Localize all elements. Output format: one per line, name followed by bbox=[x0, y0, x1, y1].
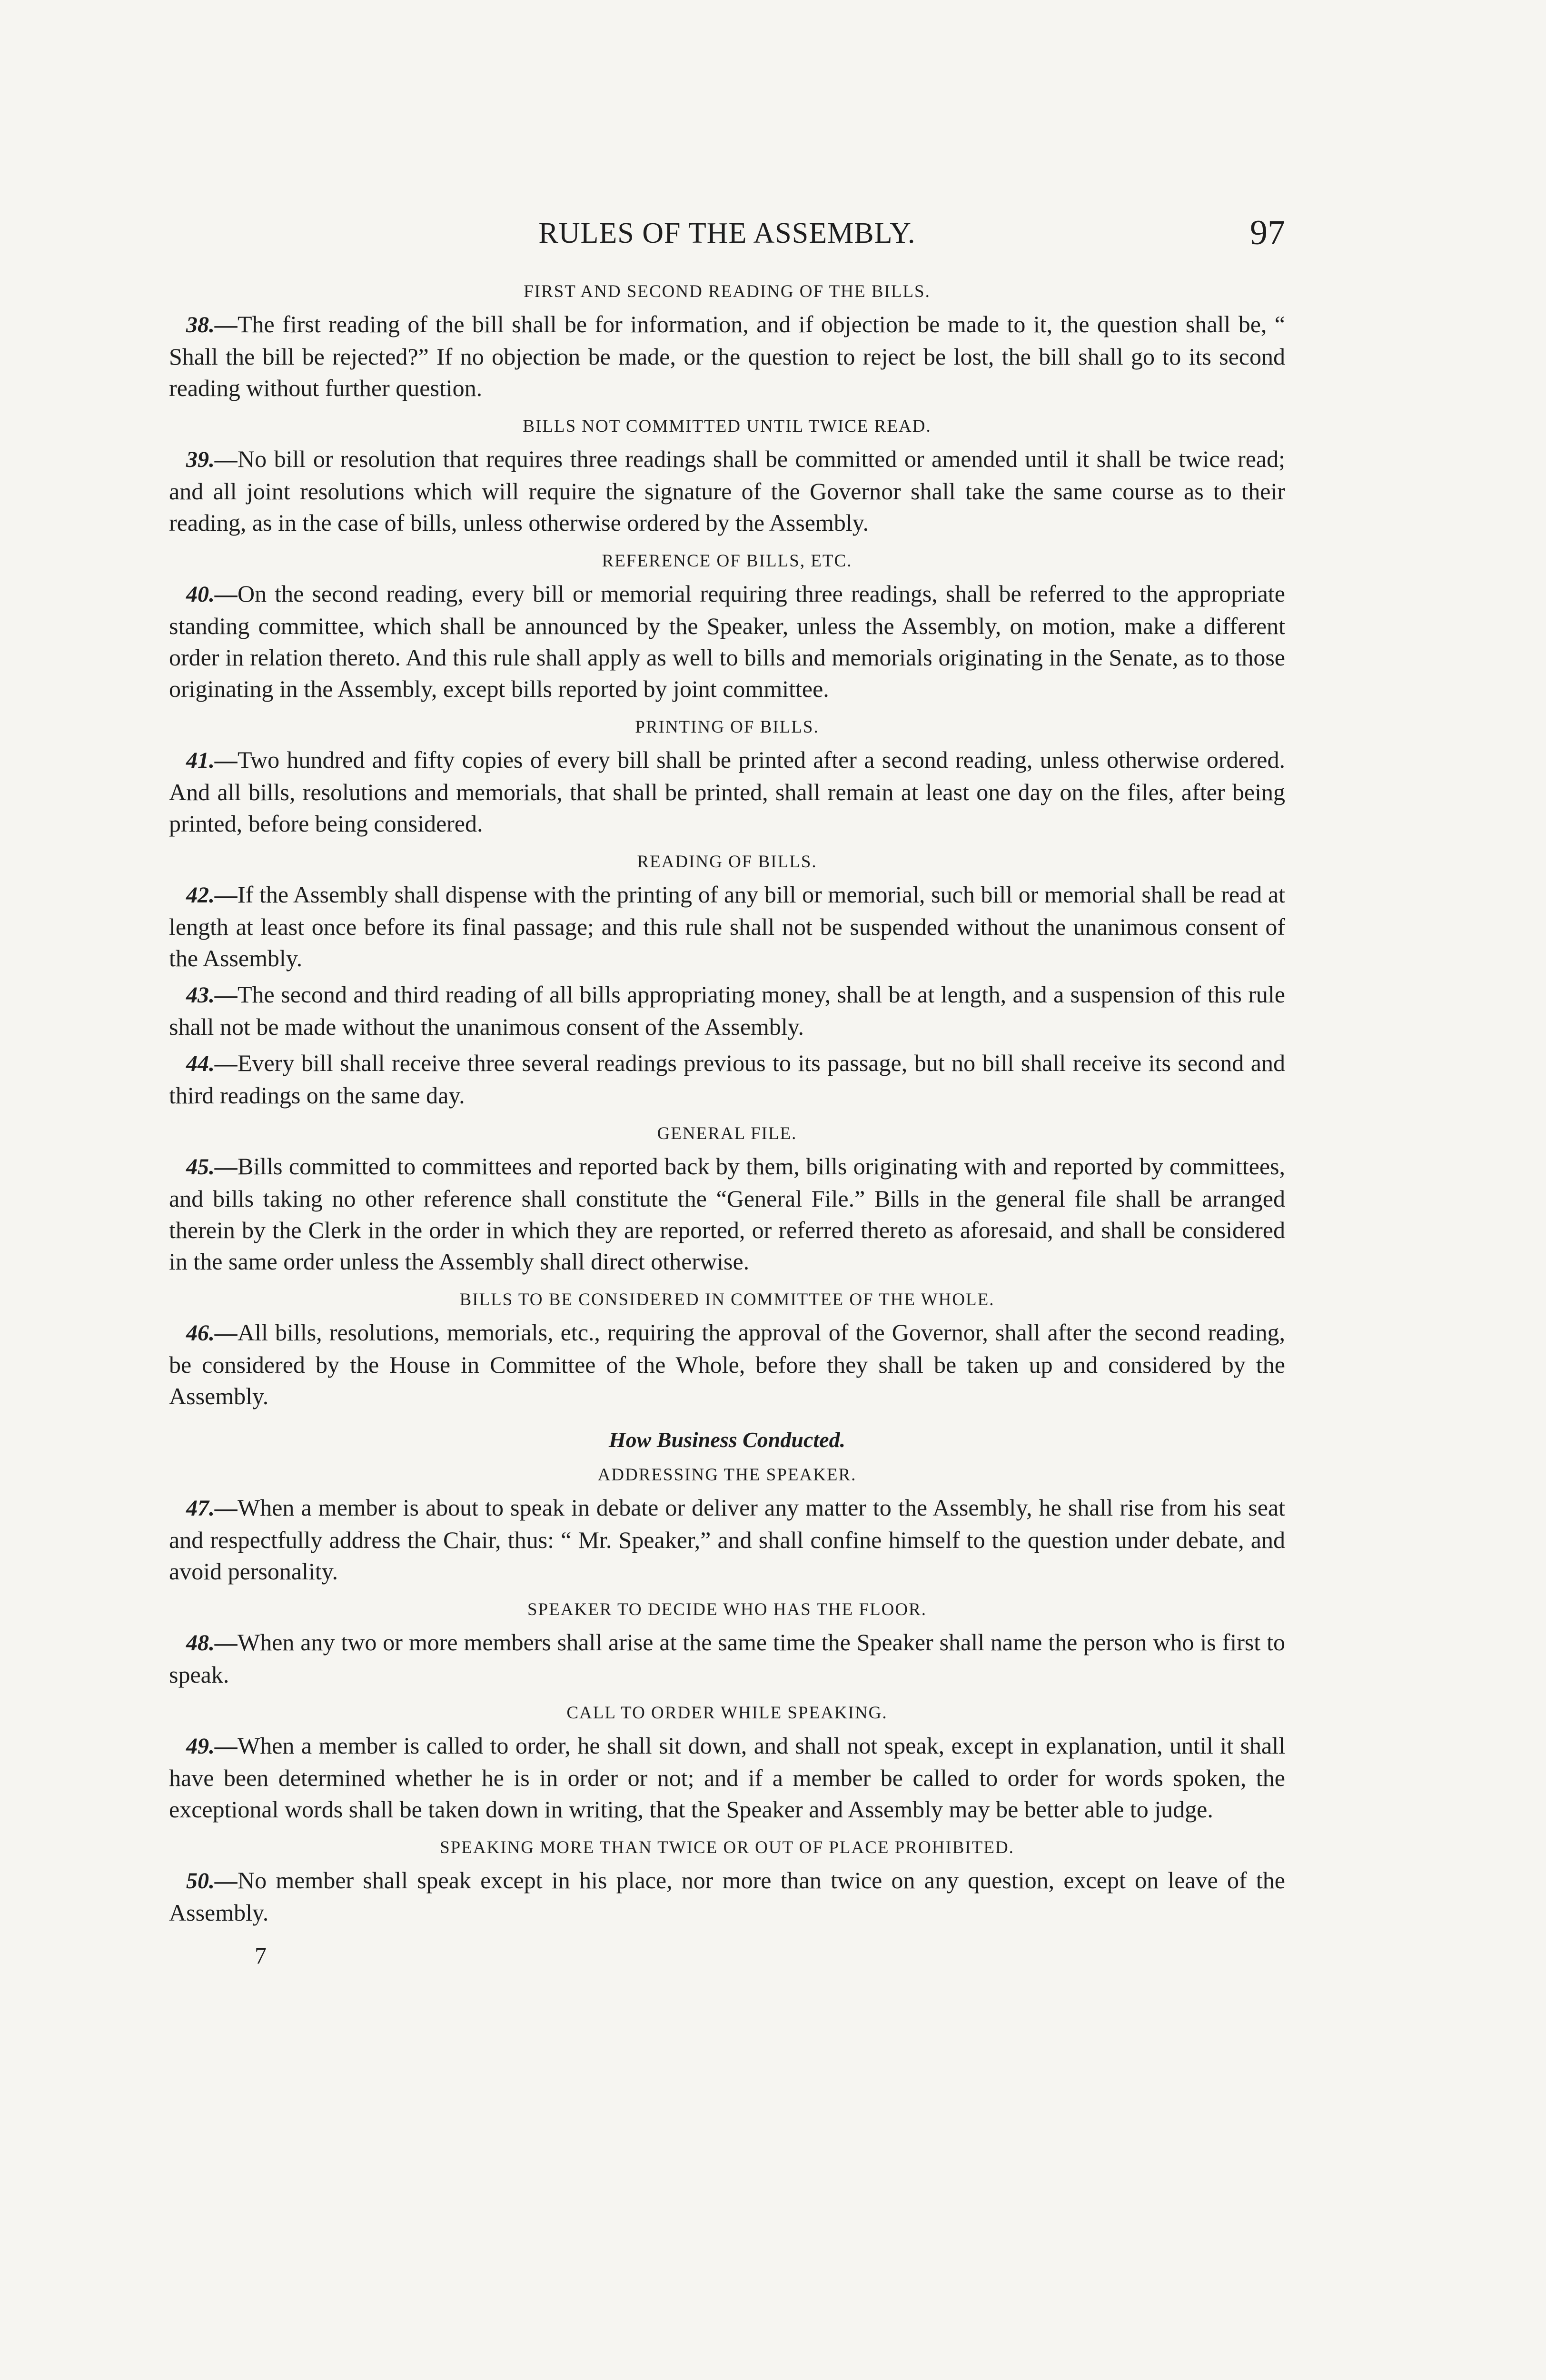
rule-text: The first reading of the bill shall be for information, and if objection be made to it, the question shall be, “ Shall the bill be rejected?” If no objection be made, or the question to reject be lost, the bill shall go to its second reading without further question. bbox=[169, 311, 1285, 401]
rule-paragraph bbox=[169, 879, 1285, 974]
rule-paragraph bbox=[169, 744, 1285, 839]
rule-text: All bills, resolutions, memorials, etc., requiring the approval of the Governor, shall after the second reading, be considered by the House in Committee of the Whole, before they shall be taken up and considered by the Assembly. bbox=[169, 1319, 1285, 1409]
rule-number: 42.— bbox=[186, 883, 238, 908]
rule-number: 41.— bbox=[186, 748, 238, 773]
rule-heading: CALL TO ORDER WHILE SPEAKING. bbox=[566, 1703, 888, 1723]
rule-heading: FIRST AND SECOND READING OF THE BILLS. bbox=[524, 282, 931, 301]
rule-number: 38.— bbox=[186, 312, 238, 337]
rule-number: 40.— bbox=[186, 582, 238, 607]
rule-43 bbox=[169, 979, 1285, 1042]
rule-text: Bills committed to committees and reported back by them, bills originating with and reported by committees, and bills taking no other reference shall constitute the “General File.” Bills in the general file shall be arranged therein by the Clerk in the order in which they are reported, or referred thereto as aforesaid, and shall be considered in the same order unless the Assembly shall direct otherwise. bbox=[169, 1153, 1285, 1275]
signature-mark: 7 bbox=[255, 1942, 267, 1969]
rule-text: Every bill shall receive three several readings previous to its passage, but no bill shall receive its second and third readings on the same day. bbox=[169, 1050, 1285, 1109]
rule-heading: GENERAL FILE. bbox=[657, 1124, 797, 1143]
rule-paragraph bbox=[169, 578, 1285, 704]
page-number: 97 bbox=[1250, 213, 1285, 252]
rule-paragraph bbox=[169, 1492, 1285, 1587]
rule-48 bbox=[169, 1599, 1285, 1690]
rule-text: When a member is called to order, he shall sit down, and shall not speak, except in explanation, until it shall have been determined whether he is in order or not; and if a member be called to order for words spoken, the exceptional words shall be taken down in writing, that the Speaker and Assembly may be better able to judge. bbox=[169, 1732, 1285, 1823]
rule-text: When any two or more members shall arise at the same time the Speaker shall name the person who is first to speak. bbox=[169, 1629, 1285, 1688]
rule-paragraph bbox=[169, 1864, 1285, 1928]
section-title: How Business Conducted. bbox=[608, 1428, 846, 1452]
rule-number: 49.— bbox=[186, 1734, 238, 1759]
rule-heading: PRINTING OF BILLS. bbox=[635, 717, 819, 737]
rule-paragraph bbox=[169, 443, 1285, 538]
rule-number: 39.— bbox=[186, 447, 238, 472]
rule-heading: BILLS TO BE CONSIDERED IN COMMITTEE OF THE WHOLE. bbox=[459, 1290, 995, 1309]
rule-heading: REFERENCE OF BILLS, ETC. bbox=[602, 551, 852, 571]
rule-39 bbox=[169, 416, 1285, 538]
rule-45 bbox=[169, 1123, 1285, 1277]
rule-paragraph bbox=[169, 1150, 1285, 1277]
rule-text: No member shall speak except in his place, nor more than twice on any question, except on leave of the Assembly. bbox=[169, 1867, 1285, 1926]
rule-text: If the Assembly shall dispense with the printing of any bill or memorial, such bill or memorial shall be read at length at least once before its final passage; and this rule shall not be suspended without the unanimous consent of the Assembly. bbox=[169, 881, 1285, 972]
rule-44 bbox=[169, 1047, 1285, 1111]
rule-49 bbox=[169, 1703, 1285, 1825]
running-head bbox=[169, 213, 1285, 269]
rule-number: 47.— bbox=[186, 1496, 238, 1521]
rule-50 bbox=[169, 1837, 1285, 1928]
rule-heading: ADDRESSING THE SPEAKER. bbox=[597, 1465, 857, 1485]
rule-paragraph bbox=[169, 1317, 1285, 1412]
rule-paragraph bbox=[169, 979, 1285, 1042]
rule-number: 43.— bbox=[186, 982, 238, 1008]
rule-number: 50.— bbox=[186, 1868, 238, 1894]
rule-heading: SPEAKING MORE THAN TWICE OR OUT OF PLACE PROHIBITED. bbox=[440, 1838, 1014, 1857]
rule-number: 45.— bbox=[186, 1154, 238, 1180]
rule-42 bbox=[169, 852, 1285, 974]
rule-text: No bill or resolution that requires three readings shall be committed or amended until it shall be twice read; and all joint resolutions which will require the signature of the Governor shall take the same course as to their reading, as in the case of bills, unless otherwise ordered by the Assembly. bbox=[169, 446, 1285, 536]
rule-heading: READING OF BILLS. bbox=[637, 852, 817, 872]
rule-text: On the second reading, every bill or memorial requiring three readings, shall be referred to the appropriate standing committee, which shall be announced by the Speaker, unless the Assembly, on motion, make a different order in relation thereto. And this rule shall apply as well to bills and memorials originating in the Senate, as to those originating in the Assembly, except bills reported by joint committee. bbox=[169, 580, 1285, 702]
rule-47 bbox=[169, 1465, 1285, 1587]
rule-heading: SPEAKER TO DECIDE WHO HAS THE FLOOR. bbox=[527, 1600, 927, 1619]
rule-40 bbox=[169, 551, 1285, 704]
rule-text: The second and third reading of all bills appropriating money, shall be at length, and a suspension of this rule shall not be made without the unanimous consent of the Assembly. bbox=[169, 981, 1285, 1040]
rule-paragraph bbox=[169, 1730, 1285, 1825]
rule-38 bbox=[169, 281, 1285, 404]
rule-41 bbox=[169, 717, 1285, 839]
page-title: RULES OF THE ASSEMBLY. bbox=[538, 217, 916, 249]
rule-paragraph bbox=[169, 308, 1285, 404]
rule-text: Two hundred and fifty copies of every bill shall be printed after a second reading, unless otherwise ordered. And all bills, resolutions and memorials, that shall be printed, shall remain at least one day on the files, after being printed, before being considered. bbox=[169, 746, 1285, 837]
rule-number: 44.— bbox=[186, 1051, 238, 1076]
rule-paragraph bbox=[169, 1626, 1285, 1690]
rule-46 bbox=[169, 1289, 1285, 1412]
rule-number: 48.— bbox=[186, 1630, 238, 1656]
rule-number: 46.— bbox=[186, 1320, 238, 1346]
page bbox=[169, 213, 1285, 1969]
rule-heading: BILLS NOT COMMITTED UNTIL TWICE READ. bbox=[523, 416, 932, 436]
rule-paragraph bbox=[169, 1047, 1285, 1111]
rule-text: When a member is about to speak in debate or deliver any matter to the Assembly, he shall rise from his seat and respectfully address the Chair, thus: “ Mr. Speaker,” and shall confine himself to the question under debate, and avoid personality. bbox=[169, 1494, 1285, 1585]
